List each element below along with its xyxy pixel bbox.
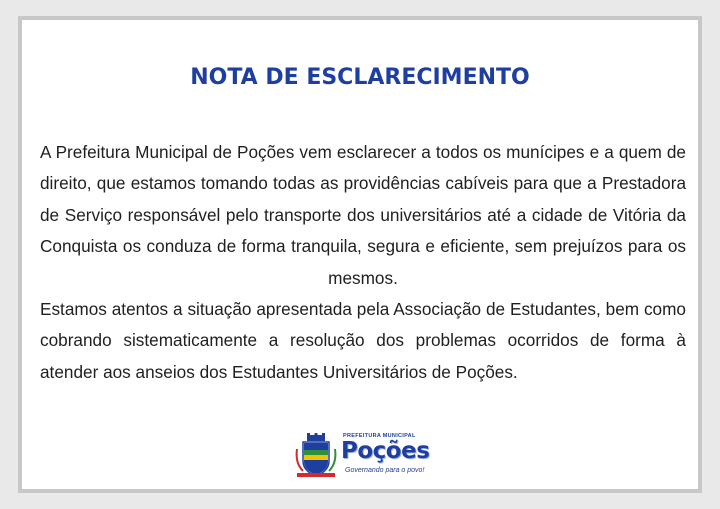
logo-slogan: Governando para o povo!: [345, 467, 425, 474]
logo-text: [341, 432, 441, 480]
notice-title: NOTA DE ESCLARECIMENTO: [190, 65, 530, 90]
notice-frame: [18, 16, 702, 493]
paragraph-1: A Prefeitura Municipal de Poções vem esclarecer a todos os munícipes e a quem de direito, que estamos tomando todas as providências cabíveis para que a Prestadora de Serviço responsável pelo transporte dos universitários até a cidade de Vitória da Conquista os conduza de forma tranquila, segura e eficiente, sem prejuízos para os mesmos.: [40, 142, 686, 288]
paragraph-2: Estamos atentos a situação apresentada pela Associação de Estudantes, bem como cobrando sistematicamente a resolução dos problemas ocorridos de forma à atender aos anseios dos Estudantes Universitários de Poções.: [40, 299, 686, 382]
notice-body: [40, 137, 686, 388]
prefeitura-logo: [291, 432, 441, 480]
logo-name: Poções: [341, 438, 430, 464]
logo-label: PREFEITURA MUNICIPAL: [343, 433, 416, 439]
coat-of-arms-icon: [293, 433, 339, 479]
